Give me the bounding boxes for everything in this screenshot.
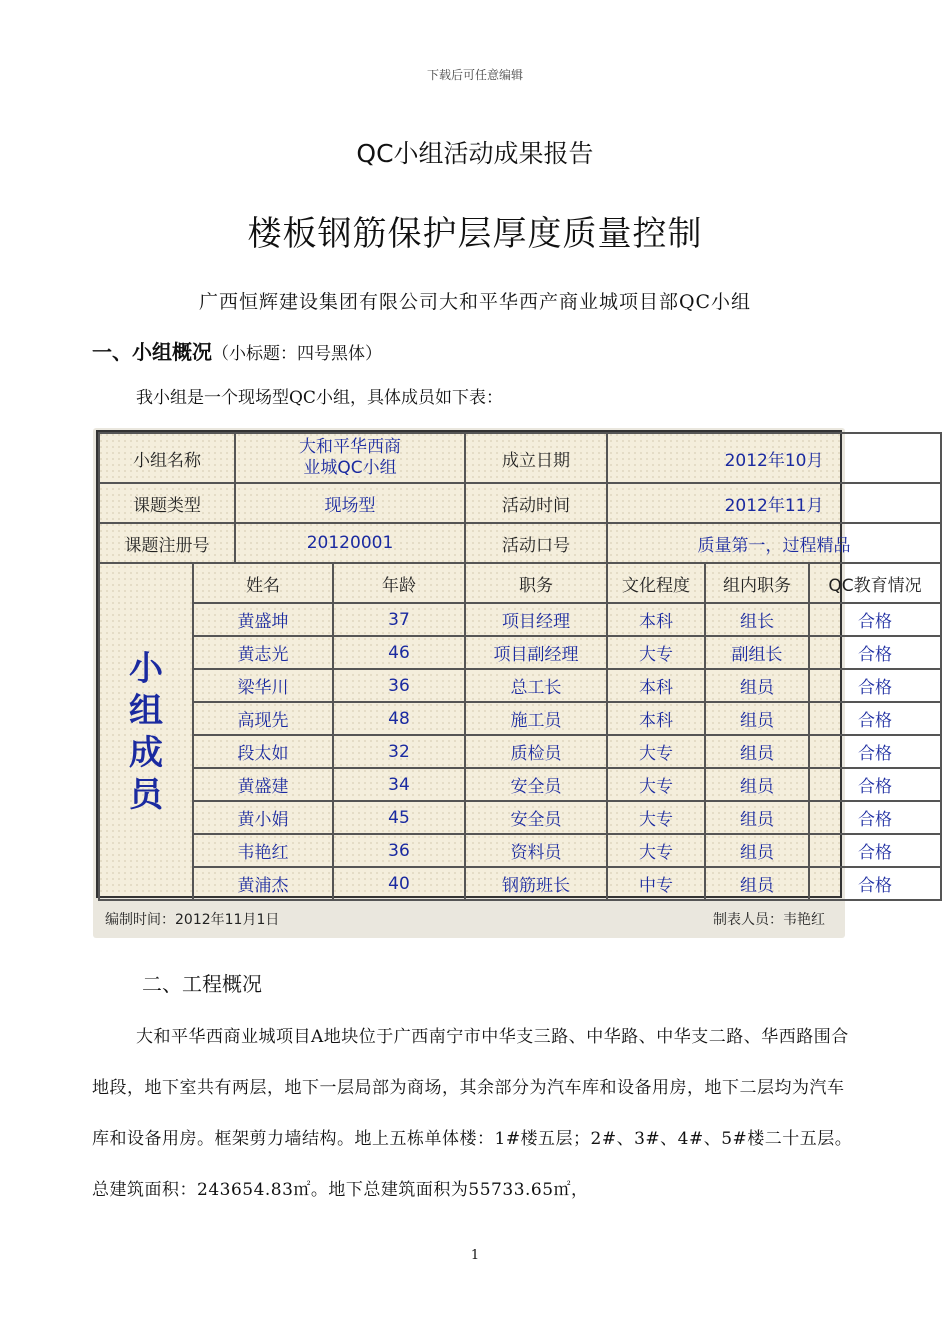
member-name: 梁华川 — [193, 669, 333, 702]
member-position: 资料员 — [465, 834, 607, 867]
info-label: 活动时间 — [465, 483, 607, 523]
info-label: 成立日期 — [465, 433, 607, 483]
member-group-role: 组员 — [705, 702, 809, 735]
member-row — [99, 702, 941, 735]
member-position: 安全员 — [465, 768, 607, 801]
header-note: 下载后可任意编辑 — [426, 68, 523, 82]
member-group-role: 组长 — [705, 603, 809, 636]
member-row — [99, 735, 941, 768]
member-qc-training: 合格 — [809, 636, 941, 669]
founded-date-value: 2012年10月 — [607, 433, 941, 483]
member-group-role: 组员 — [705, 834, 809, 867]
member-education: 大专 — [607, 636, 705, 669]
member-header: 职务 — [465, 563, 607, 603]
member-name: 段太如 — [193, 735, 333, 768]
member-position: 项目副经理 — [465, 636, 607, 669]
member-qc-training: 合格 — [809, 702, 941, 735]
group-name-value: 大和平华西商 业城QC小组 — [235, 433, 465, 483]
member-age: 32 — [333, 735, 465, 768]
member-group-role: 副组长 — [705, 636, 809, 669]
intro-text: 我小组是一个现场型QC小组，具体成员如下表： — [136, 388, 503, 408]
member-qc-training: 合格 — [809, 768, 941, 801]
member-header: QC教育情况 — [809, 563, 941, 603]
member-age: 34 — [333, 768, 465, 801]
info-row-1 — [99, 433, 941, 483]
info-row-3 — [99, 523, 941, 563]
member-age: 37 — [333, 603, 465, 636]
member-age: 45 — [333, 801, 465, 834]
registration-number-value: 20120001 — [235, 523, 465, 563]
member-row — [99, 636, 941, 669]
section1-heading — [92, 336, 382, 365]
member-header: 文化程度 — [607, 563, 705, 603]
member-age: 36 — [333, 669, 465, 702]
member-name: 韦艳红 — [193, 834, 333, 867]
member-group-role: 组员 — [705, 867, 809, 900]
section1-note: （小标题：四号黑体） — [212, 344, 382, 364]
organization-name: 广西恒辉建设集团有限公司大和平华西产商业城项目部QC小组 — [198, 291, 752, 313]
qc-group-table — [98, 432, 942, 901]
member-row — [99, 603, 941, 636]
member-education: 中专 — [607, 867, 705, 900]
info-label: 小组名称 — [99, 433, 235, 483]
member-header-row — [99, 563, 941, 603]
member-age: 48 — [333, 702, 465, 735]
member-education: 本科 — [607, 702, 705, 735]
overview-paragraph: 大和平华西商业城项目A地块位于广西南宁市中华支三路、中华路、中华支二路、华西路围合地段，地下室共有两层，地下一层局部为商场，其余部分为汽车库和设备用房，地下二层均为汽车库和设备用房。框架剪力墙结构。地上五栋单体楼：1#楼五层；2#、3#、4#、5#楼二十五层。总建筑面积：243654.83㎡。地下总建筑面积为55733.65㎡， — [92, 1027, 853, 1200]
compiled-date: 编制时间：2012年11月1日 — [105, 912, 280, 928]
member-header: 年龄 — [333, 563, 465, 603]
slogan-value: 质量第一，过程精品 — [607, 523, 941, 563]
member-group-role: 组员 — [705, 669, 809, 702]
group-members-label: 小 组 成 员 — [99, 563, 193, 900]
section1-title: 一、小组概况 — [92, 340, 212, 364]
member-row — [99, 867, 941, 900]
member-position: 安全员 — [465, 801, 607, 834]
member-name: 黄盛坤 — [193, 603, 333, 636]
member-row — [99, 669, 941, 702]
member-age: 36 — [333, 834, 465, 867]
page-number: 1 — [470, 1248, 480, 1263]
qc-group-table-card — [93, 428, 922, 938]
member-qc-training: 合格 — [809, 603, 941, 636]
report-title: QC小组活动成果报告 — [356, 139, 594, 168]
section2-heading: 二、工程概况 — [142, 972, 262, 996]
info-label: 课题类型 — [99, 483, 235, 523]
member-education: 大专 — [607, 768, 705, 801]
member-position: 总工长 — [465, 669, 607, 702]
member-name: 黄小娟 — [193, 801, 333, 834]
member-name: 高现先 — [193, 702, 333, 735]
member-education: 大专 — [607, 834, 705, 867]
member-qc-training: 合格 — [809, 867, 941, 900]
project-title: 楼板钢筋保护层厚度质量控制 — [247, 214, 703, 254]
member-education: 本科 — [607, 603, 705, 636]
info-label: 活动口号 — [465, 523, 607, 563]
activity-time-value: 2012年11月 — [607, 483, 941, 523]
member-position: 质检员 — [465, 735, 607, 768]
member-position: 项目经理 — [465, 603, 607, 636]
table-footer — [93, 900, 845, 936]
project-overview — [92, 1012, 860, 1216]
member-header: 姓名 — [193, 563, 333, 603]
member-group-role: 组员 — [705, 801, 809, 834]
member-position: 钢筋班长 — [465, 867, 607, 900]
member-row — [99, 834, 941, 867]
member-qc-training: 合格 — [809, 735, 941, 768]
member-qc-training: 合格 — [809, 801, 941, 834]
member-education: 大专 — [607, 801, 705, 834]
member-name: 黄志光 — [193, 636, 333, 669]
member-group-role: 组员 — [705, 735, 809, 768]
member-row — [99, 768, 941, 801]
member-age: 40 — [333, 867, 465, 900]
topic-type-value: 现场型 — [235, 483, 465, 523]
info-label: 课题注册号 — [99, 523, 235, 563]
member-name: 黄盛建 — [193, 768, 333, 801]
member-row — [99, 801, 941, 834]
member-qc-training: 合格 — [809, 669, 941, 702]
member-name: 黄浦杰 — [193, 867, 333, 900]
compiled-by: 制表人员：韦艳红 — [713, 912, 825, 928]
member-education: 本科 — [607, 669, 705, 702]
member-position: 施工员 — [465, 702, 607, 735]
member-age: 46 — [333, 636, 465, 669]
member-education: 大专 — [607, 735, 705, 768]
member-qc-training: 合格 — [809, 834, 941, 867]
member-header: 组内职务 — [705, 563, 809, 603]
member-group-role: 组员 — [705, 768, 809, 801]
info-row-2 — [99, 483, 941, 523]
qc-group-table-frame — [96, 430, 922, 898]
